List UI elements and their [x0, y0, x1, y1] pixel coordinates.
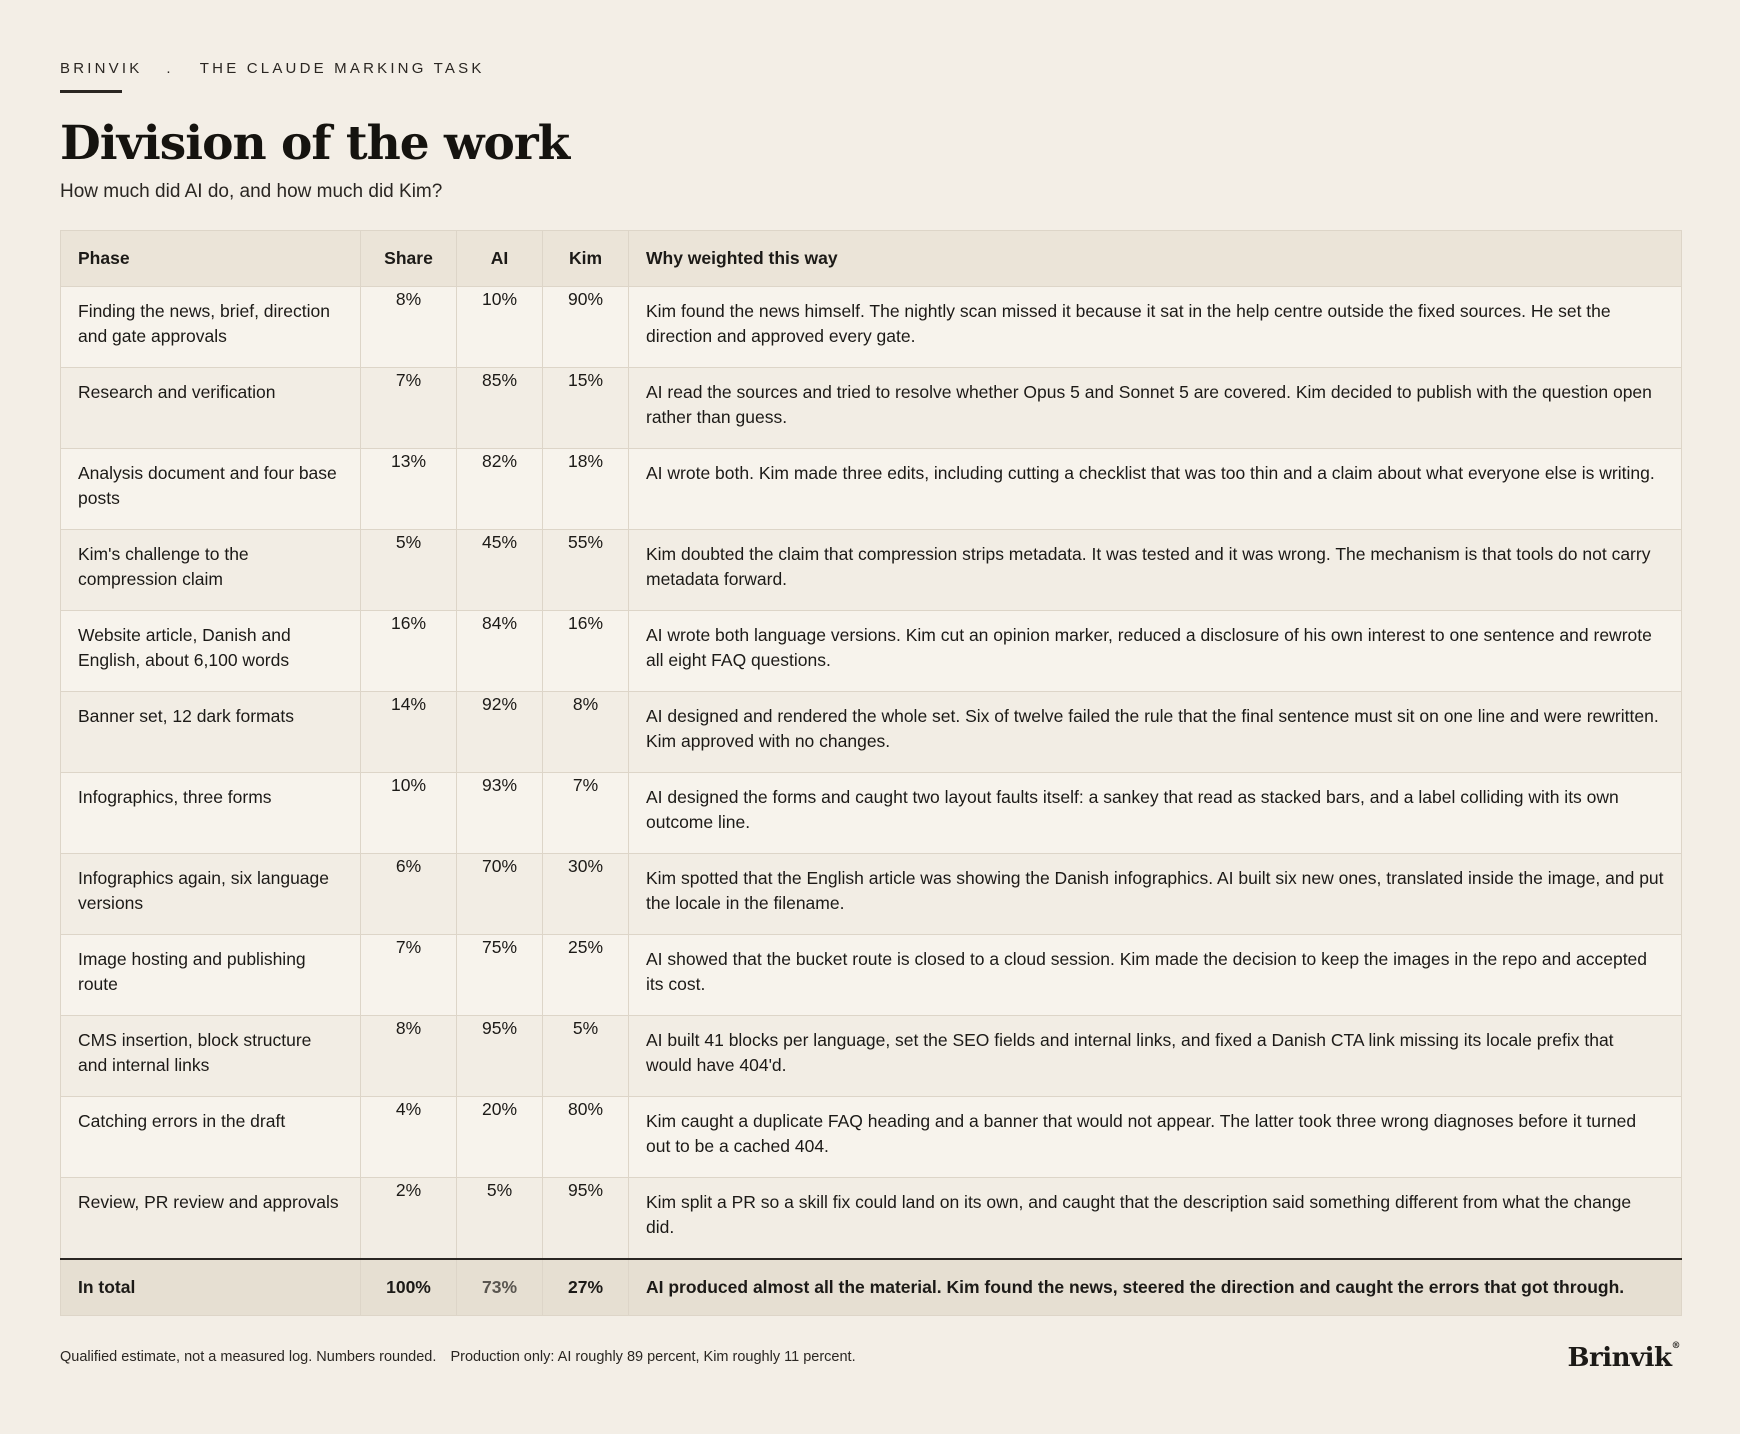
total-why: AI produced almost all the material. Kim found the news, steered the direction and caught the errors that got through.: [629, 1259, 1682, 1316]
table-row: [61, 611, 1682, 692]
kim-cell: 8%: [543, 692, 629, 773]
phase-cell: Website article, Danish and English, about 6,100 words: [61, 611, 361, 692]
why-cell: AI read the sources and tried to resolve whether Opus 5 and Sonnet 5 are covered. Kim decided to publish with the question open rather than guess.: [629, 368, 1682, 449]
ai-cell: 85%: [457, 368, 543, 449]
table-row: [61, 287, 1682, 368]
why-cell: Kim doubted the claim that compression strips metadata. It was tested and it was wrong. The mechanism is that tools do not carry metadata forward.: [629, 530, 1682, 611]
table-body: [61, 287, 1682, 1259]
page-subtitle: How much did AI do, and how much did Kim?: [60, 181, 443, 202]
share-cell: 14%: [361, 692, 457, 773]
table-row: [61, 1178, 1682, 1259]
share-cell: 13%: [361, 449, 457, 530]
table-row: [61, 935, 1682, 1016]
total-row: [61, 1259, 1682, 1316]
total-label: In total: [61, 1259, 361, 1316]
footnote-estimate: Qualified estimate, not a measured log. Numbers rounded.: [60, 1349, 437, 1365]
share-cell: 4%: [361, 1097, 457, 1178]
column-header-phase: Phase: [61, 231, 361, 287]
ai-cell: 70%: [457, 854, 543, 935]
kim-cell: 30%: [543, 854, 629, 935]
why-cell: Kim spotted that the English article was showing the Danish infographics. AI built six new ones, translated inside the image, and put the locale in the filename.: [629, 854, 1682, 935]
kim-cell: 16%: [543, 611, 629, 692]
why-cell: Kim caught a duplicate FAQ heading and a banner that would not appear. The latter took three wrong diagnoses before it turned out to be a cached 404.: [629, 1097, 1682, 1178]
logo-text: Brinvik: [1567, 1343, 1672, 1373]
brand-label: BRINVIK: [60, 60, 143, 77]
share-cell: 6%: [361, 854, 457, 935]
table-row: [61, 1097, 1682, 1178]
kim-cell: 55%: [543, 530, 629, 611]
share-cell: 7%: [361, 935, 457, 1016]
logo-mark: ®: [1671, 1341, 1680, 1351]
kicker-rule: [60, 90, 122, 93]
footnote: [60, 1349, 856, 1365]
total-share: 100%: [361, 1259, 457, 1316]
ai-cell: 82%: [457, 449, 543, 530]
total-kim: 27%: [543, 1259, 629, 1316]
kicker-separator: .: [166, 60, 174, 77]
division-table: [60, 230, 1682, 1316]
table-row: [61, 449, 1682, 530]
column-header-share: Share: [361, 231, 457, 287]
column-header-why: Why weighted this way: [629, 231, 1682, 287]
column-header-ai: AI: [457, 231, 543, 287]
ai-cell: 75%: [457, 935, 543, 1016]
why-cell: Kim found the news himself. The nightly scan missed it because it sat in the help centre outside the fixed sources. He set the direction and approved every gate.: [629, 287, 1682, 368]
phase-cell: Review, PR review and approvals: [61, 1178, 361, 1259]
ai-cell: 10%: [457, 287, 543, 368]
table-row: [61, 773, 1682, 854]
kim-cell: 80%: [543, 1097, 629, 1178]
kim-cell: 95%: [543, 1178, 629, 1259]
ai-cell: 5%: [457, 1178, 543, 1259]
phase-cell: Finding the news, brief, direction and gate approvals: [61, 287, 361, 368]
kim-cell: 7%: [543, 773, 629, 854]
phase-cell: Infographics again, six language versions: [61, 854, 361, 935]
phase-cell: Infographics, three forms: [61, 773, 361, 854]
kim-cell: 25%: [543, 935, 629, 1016]
share-cell: 2%: [361, 1178, 457, 1259]
ai-cell: 84%: [457, 611, 543, 692]
footnote-production: Production only: AI roughly 89 percent, Kim roughly 11 percent.: [450, 1349, 856, 1365]
kim-cell: 18%: [543, 449, 629, 530]
table-row: [61, 368, 1682, 449]
section-label: THE CLAUDE MARKING TASK: [199, 60, 485, 77]
table-row: [61, 530, 1682, 611]
why-cell: Kim split a PR so a skill fix could land on its own, and caught that the description said something different from what the change did.: [629, 1178, 1682, 1259]
ai-cell: 95%: [457, 1016, 543, 1097]
why-cell: AI showed that the bucket route is closed to a cloud session. Kim made the decision to keep the images in the repo and accepted its cost.: [629, 935, 1682, 1016]
why-cell: AI built 41 blocks per language, set the SEO fields and internal links, and fixed a Danish CTA link missing its locale prefix that would have 404'd.: [629, 1016, 1682, 1097]
kim-cell: 5%: [543, 1016, 629, 1097]
why-cell: AI designed the forms and caught two layout faults itself: a sankey that read as stacked bars, and a label colliding with its own outcome line.: [629, 773, 1682, 854]
phase-cell: CMS insertion, block structure and internal links: [61, 1016, 361, 1097]
ai-cell: 20%: [457, 1097, 543, 1178]
total-ai: 73%: [457, 1259, 543, 1316]
share-cell: 5%: [361, 530, 457, 611]
why-cell: AI designed and rendered the whole set. Six of twelve failed the rule that the final sentence must sit on one line and were rewritten. Kim approved with no changes.: [629, 692, 1682, 773]
kim-cell: 15%: [543, 368, 629, 449]
brinvik-logo: [1568, 1343, 1680, 1373]
why-cell: AI wrote both. Kim made three edits, including cutting a checklist that was too thin and a claim about what everyone else is writing.: [629, 449, 1682, 530]
table-row: [61, 1016, 1682, 1097]
why-cell: AI wrote both language versions. Kim cut an opinion marker, reduced a disclosure of his own interest to one sentence and rewrote all eight FAQ questions.: [629, 611, 1682, 692]
phase-cell: Catching errors in the draft: [61, 1097, 361, 1178]
table-row: [61, 692, 1682, 773]
phase-cell: Banner set, 12 dark formats: [61, 692, 361, 773]
share-cell: 7%: [361, 368, 457, 449]
phase-cell: Kim's challenge to the compression claim: [61, 530, 361, 611]
table-row: [61, 854, 1682, 935]
phase-cell: Image hosting and publishing route: [61, 935, 361, 1016]
kicker: [60, 60, 485, 77]
share-cell: 16%: [361, 611, 457, 692]
share-cell: 10%: [361, 773, 457, 854]
share-cell: 8%: [361, 1016, 457, 1097]
phase-cell: Analysis document and four base posts: [61, 449, 361, 530]
ai-cell: 93%: [457, 773, 543, 854]
page-title: Division of the work: [60, 116, 570, 171]
share-cell: 8%: [361, 287, 457, 368]
kim-cell: 90%: [543, 287, 629, 368]
ai-cell: 92%: [457, 692, 543, 773]
column-header-kim: Kim: [543, 231, 629, 287]
ai-cell: 45%: [457, 530, 543, 611]
table-header-row: [61, 231, 1682, 287]
phase-cell: Research and verification: [61, 368, 361, 449]
